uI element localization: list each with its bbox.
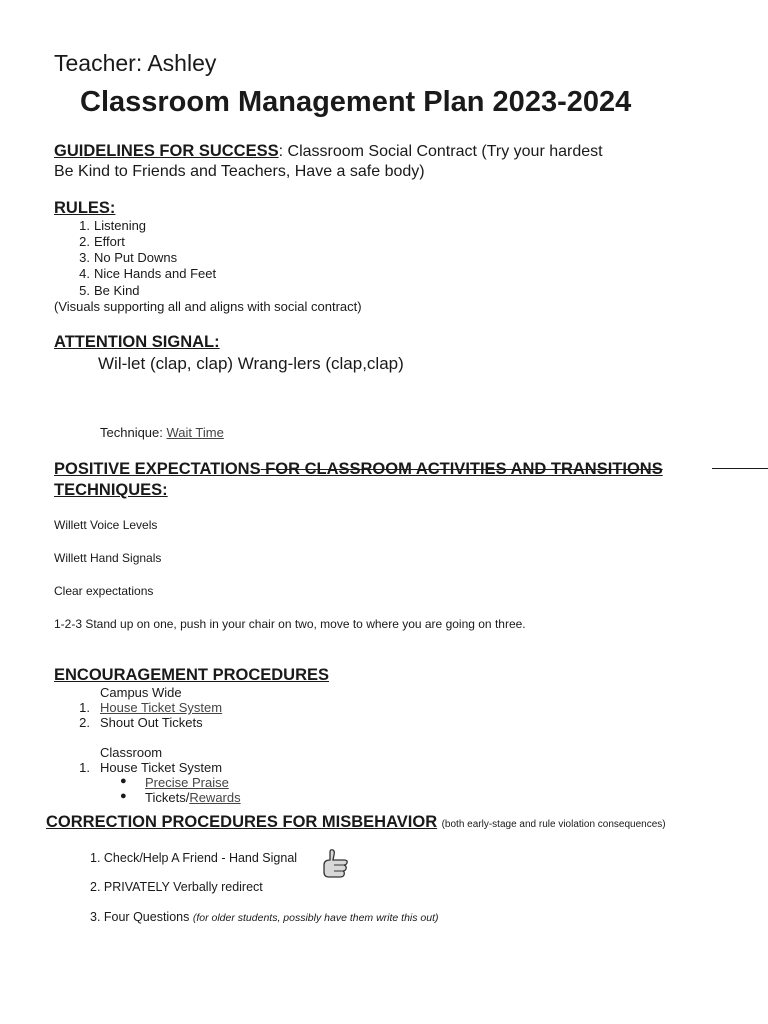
rule-number: 4. (79, 266, 90, 281)
correction-heading-line (46, 813, 666, 832)
rule-text: No Put Downs (94, 250, 178, 265)
bullet-dot-icon: ● (120, 775, 127, 787)
rule-number: 5. (79, 283, 90, 298)
positive-item: Willett Voice Levels (54, 518, 158, 532)
rules-heading: RULES: (54, 199, 116, 217)
attention-signal-text: Wil-let (clap, clap) Wrang-lers (clap,clap) (98, 354, 404, 373)
rules-note: (Visuals supporting all and aligns with social contract) (54, 299, 362, 314)
campus-item-text: Shout Out Tickets (100, 715, 203, 730)
classroom-item-number: 1. (79, 760, 90, 775)
positive-item: 1-2-3 Stand up on one, push in your chair on two, move to where you are going on three. (54, 617, 526, 631)
guidelines-line1 (54, 142, 603, 161)
classroom-label: Classroom (100, 745, 163, 760)
page-title: Classroom Management Plan 2023-2024 (80, 86, 632, 118)
bullet-dot-icon: ● (120, 790, 127, 802)
guidelines-line2: Be Kind to Friends and Teachers, Have a safe body) (54, 163, 425, 180)
rule-number: 3. (79, 250, 90, 265)
positive-heading-part2: FOR CLASSROOM ACTIVITIES AND TRANSITIONS (260, 460, 663, 478)
correction-item: 2. PRIVATELY Verbally redirect (90, 880, 263, 894)
positive-heading-part1: POSITIVE EXPECTATIONS (54, 460, 261, 478)
rule-text: Be Kind (94, 283, 140, 298)
campus-item-number: 2. (79, 715, 90, 730)
technique-label: Technique: (100, 425, 167, 440)
correction-item3-note: (for older students, possibly have them write this out) (192, 912, 439, 924)
tickets-text: Tickets/ (145, 790, 190, 805)
rule-text: Nice Hands and Feet (94, 266, 217, 281)
campus-item-number: 1. (79, 700, 90, 715)
precise-praise-link[interactable]: Precise Praise (145, 775, 229, 790)
correction-subnote: (both early-stage and rule violation consequences) (441, 819, 666, 830)
correction-item: 1. Check/Help A Friend - Hand Signal (90, 851, 298, 865)
techniques-heading: TECHNIQUES: (54, 481, 168, 499)
guidelines-heading: GUIDELINES FOR SUCCESS (54, 142, 279, 160)
rewards-link[interactable]: Rewards (189, 790, 241, 805)
teacher-name: Teacher: Ashley (54, 50, 217, 76)
correction-heading: CORRECTION PROCEDURES FOR MISBEHAVIOR (46, 813, 438, 831)
encouragement-heading: ENCOURAGEMENT PROCEDURES (54, 666, 330, 684)
house-ticket-system-link[interactable]: House Ticket System (100, 700, 223, 715)
technique-line (100, 425, 224, 440)
correction-item3-main: 3. Four Questions (90, 910, 193, 924)
thumbs-up-hand-signal-icon (320, 848, 354, 880)
guidelines-text: : Classroom Social Contract (Try your hardest (278, 143, 603, 160)
strike-overflow-line (712, 468, 768, 469)
rule-text: Effort (94, 234, 125, 249)
correction-item (90, 910, 439, 924)
positive-item: Willett Hand Signals (54, 551, 162, 565)
positive-item: Clear expectations (54, 584, 154, 598)
rule-number: 2. (79, 234, 90, 249)
positive-heading (54, 460, 663, 479)
attention-heading: ATTENTION SIGNAL: (54, 333, 220, 351)
rule-number: 1. (79, 218, 90, 233)
rule-text: Listening (94, 218, 147, 233)
campus-wide-label: Campus Wide (100, 685, 182, 700)
classroom-item-text: House Ticket System (100, 760, 223, 775)
wait-time-link[interactable]: Wait Time (166, 425, 224, 440)
